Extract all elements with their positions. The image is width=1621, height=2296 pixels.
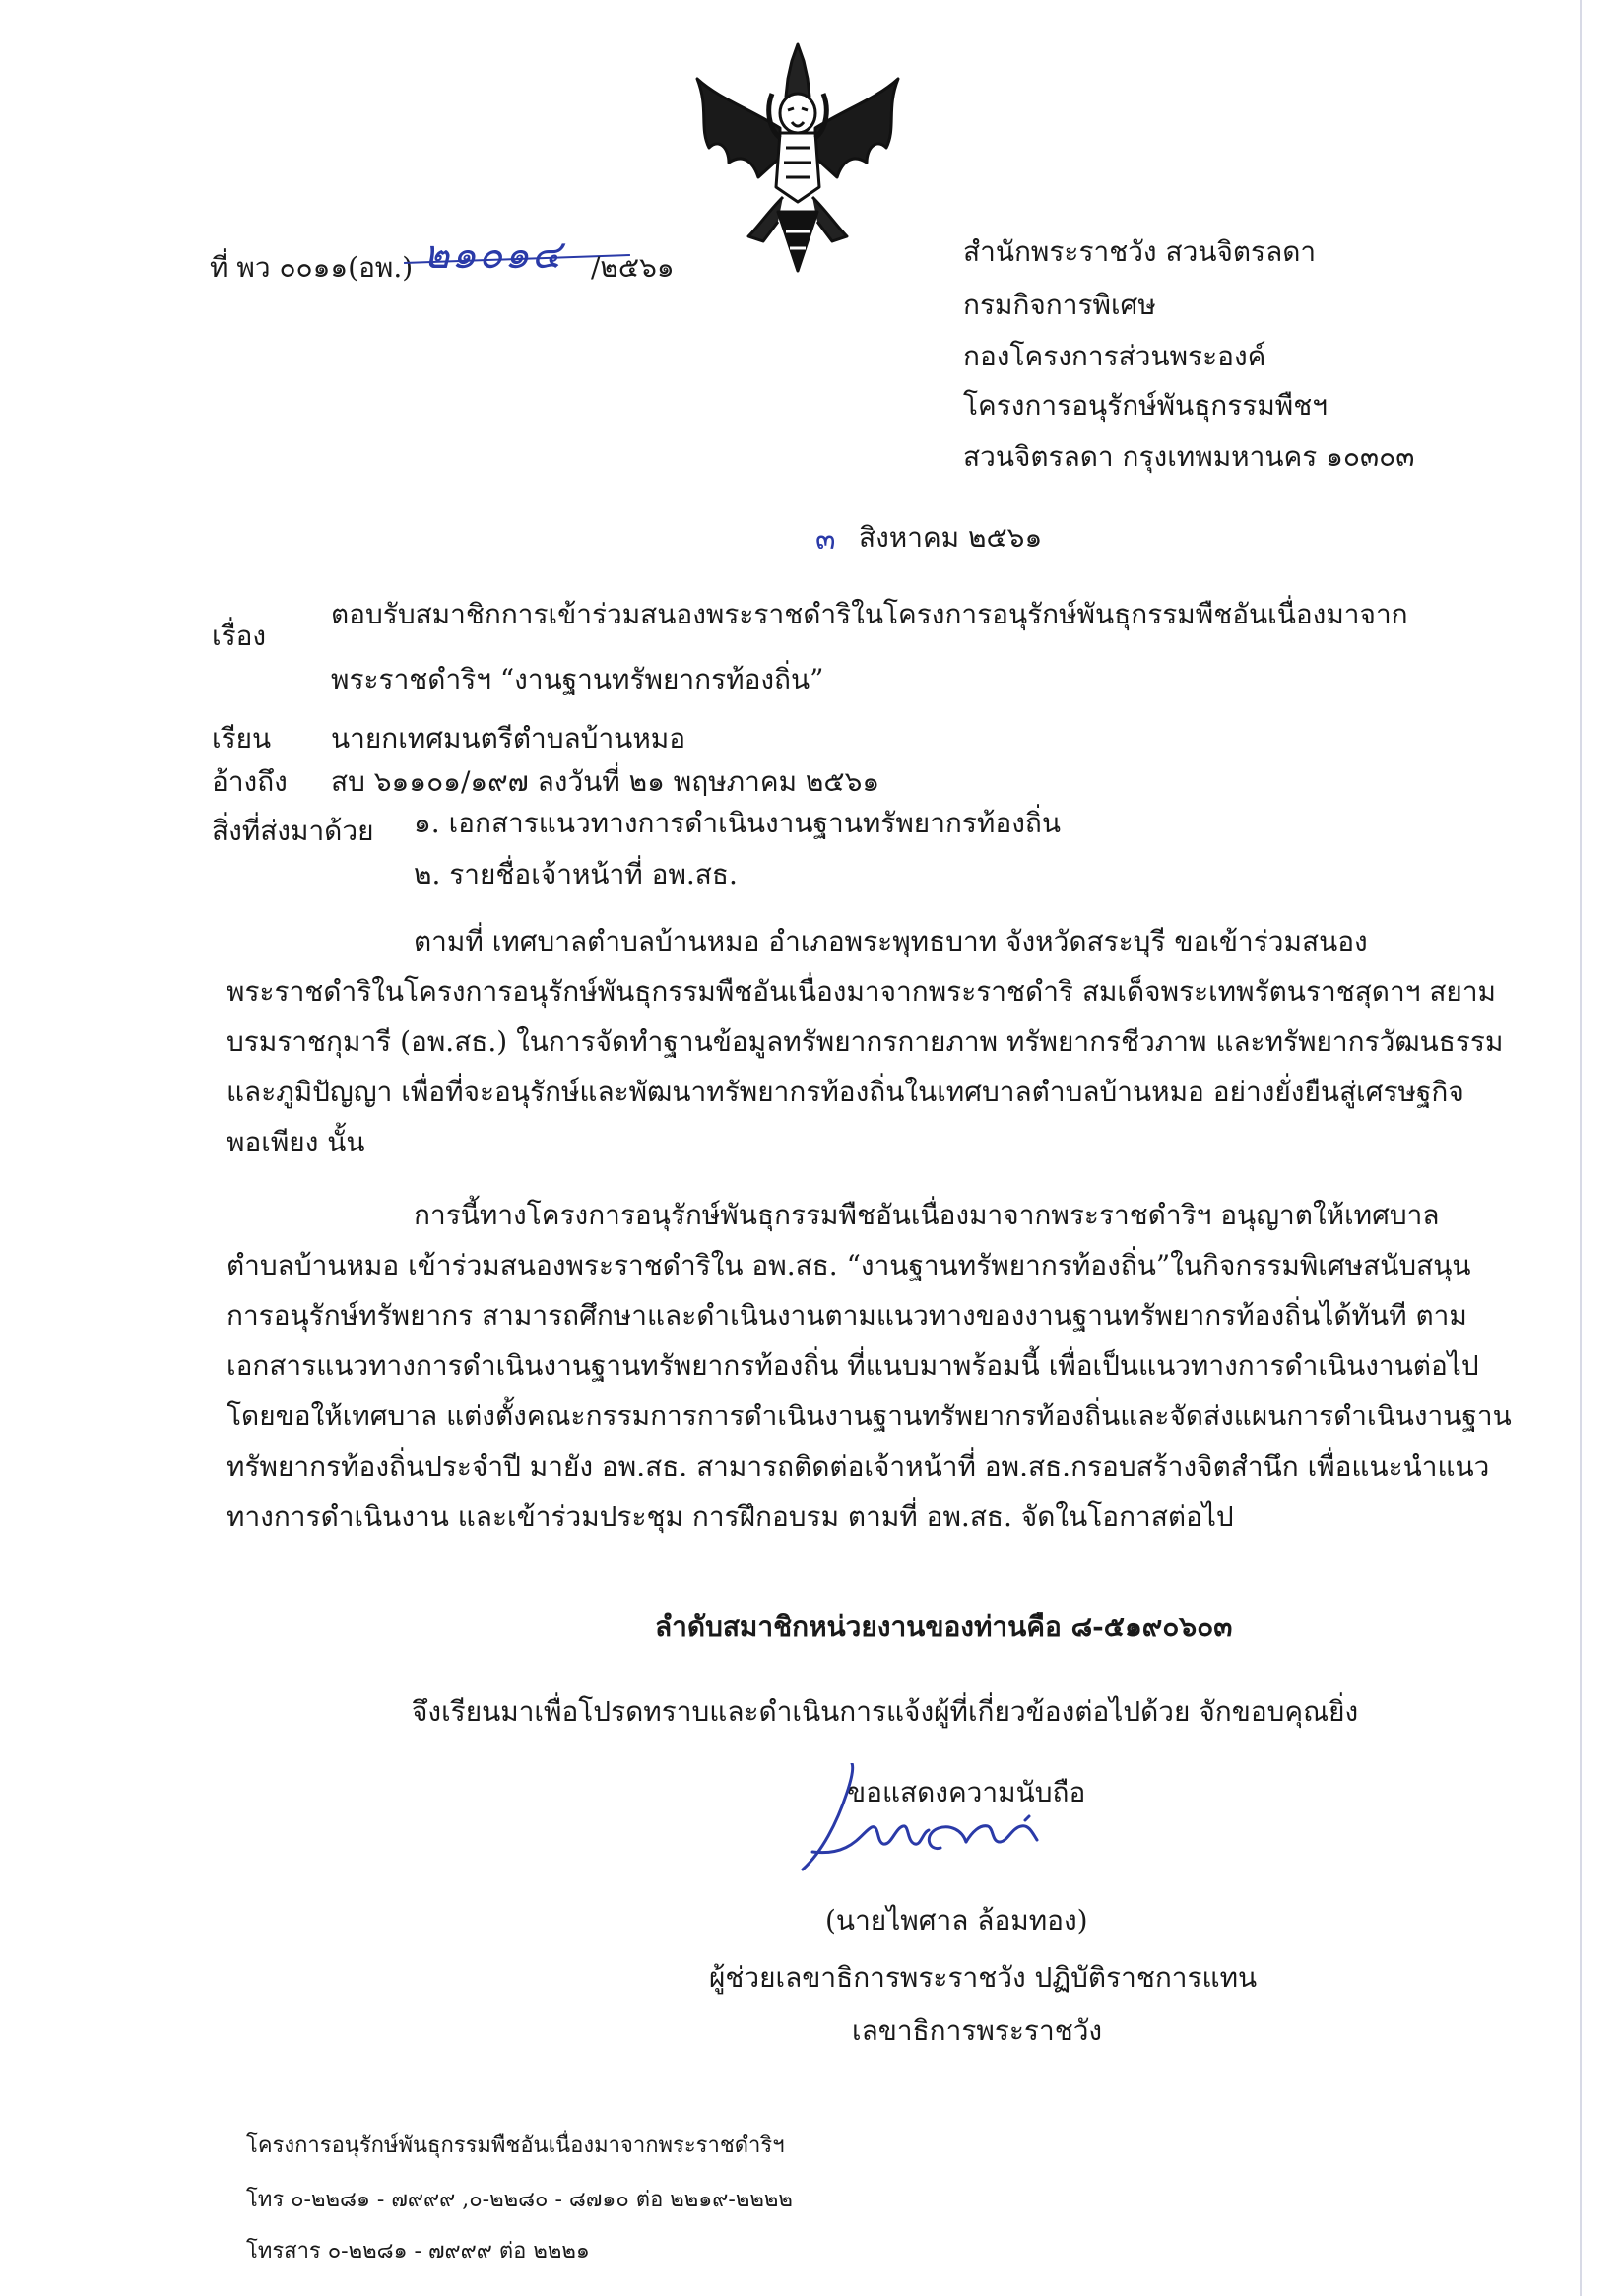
regards: ขอแสดงความนับถือ: [847, 1776, 1086, 1808]
sender-line-5: สวนจิตรลดา กรุงเทพมหานคร ๑๐๓๐๓: [963, 440, 1415, 473]
para1-line: บรมราชกุมารี (อพ.สธ.) ในการจัดทำฐานข้อมูลทรัพยากรกายภาพ ทรัพยากรชีวภาพ และทรัพยากรวัฒนธรรม: [227, 1025, 1504, 1058]
para2-line: ทางการดำเนินงาน และเข้าร่วมประชุม การฝึกอบรม ตามที่ อพ.สธ. จัดในโอกาสต่อไป: [227, 1500, 1234, 1533]
footer-org: โครงการอนุรักษ์พันธุกรรมพืชอันเนื่องมาจากพระราชดำริฯ: [246, 2133, 785, 2158]
footer-tel: โทร ๐-๒๒๘๑ - ๗๙๙๙ ,๐-๒๒๘๐ - ๘๗๑๐ ต่อ ๒๒๑๙-๒๒๒๒: [246, 2188, 793, 2212]
to-label: เรียน: [212, 722, 272, 754]
para2-line: โดยขอให้เทศบาล แต่งตั้งคณะกรรมการการดำเนินงานฐานทรัพยากรท้องถิ่นและจัดส่งแผนการดำเนินงานฐาน: [227, 1400, 1512, 1432]
reference-label: อ้างถึง: [212, 765, 288, 798]
to-value: นายกเทศมนตรีตำบลบ้านหมอ: [331, 722, 686, 754]
para2-line: การอนุรักษ์ทรัพยากร สามารถศึกษาและดำเนินงานตามแนวทางของงานฐานทรัพยากรท้องถิ่นได้ทันที ตาม: [227, 1299, 1467, 1332]
footer-fax: โทรสาร ๐-๒๒๘๑ - ๗๙๙๙ ต่อ ๒๒๒๑: [246, 2239, 590, 2263]
signatory-title-1: ผู้ช่วยเลขาธิการพระราชวัง ปฏิบัติราชการแทน: [709, 1961, 1258, 1994]
reference-value: สบ ๖๑๑๐๑/๑๙๗ ลงวันที่ ๒๑ พฤษภาคม ๒๕๖๑: [331, 765, 880, 798]
para2-line: การนี้ทางโครงการอนุรักษ์พันธุกรรมพืชอันเนื่องมาจากพระราชดำริฯ อนุญาตให้เทศบาล: [414, 1199, 1440, 1231]
enclosure-label: สิ่งที่ส่งมาด้วย: [212, 815, 374, 847]
date-day: ๓: [815, 522, 836, 557]
page-edge-line: [1580, 0, 1582, 2296]
subject-label: เรื่อง: [212, 620, 267, 652]
garuda-emblem-icon: [689, 39, 906, 276]
member-number: ลำดับสมาชิกหน่วยงานของท่านคือ ๘-๕๑๙๐๖๐๓: [655, 1610, 1233, 1643]
para1-line: และภูมิปัญญา เพื่อที่จะอนุรักษ์และพัฒนาทรัพยากรท้องถิ่นในเทศบาลตำบลบ้านหมอ อย่างยั่งยืนสู่เศรษฐกิจ: [227, 1076, 1464, 1108]
subject-line-2: พระราชดำริฯ “งานฐานทรัพยากรท้องถิ่น”: [331, 663, 824, 695]
enclosure-2: ๒. รายชื่อเจ้าหน้าที่ อพ.สธ.: [414, 858, 738, 890]
para2-line: ตำบลบ้านหมอ เข้าร่วมสนองพระราชดำริใน อพ.สธ. “งานฐานทรัพยากรท้องถิ่น”ในกิจกรรมพิเศษสนับสนุน: [227, 1249, 1471, 1281]
sender-line-1: สำนักพระราชวัง สวนจิตรลดา: [963, 235, 1317, 268]
ref-handwritten-number: ๒๑๐๑๔: [423, 232, 563, 278]
closing-sentence: จึงเรียนมาเพื่อโปรดทราบและดำเนินการแจ้งผู้ที่เกี่ยวข้องต่อไปด้วย จักขอบคุณยิ่ง: [412, 1695, 1359, 1728]
sender-line-3: กองโครงการส่วนพระองค์: [963, 340, 1266, 372]
sender-line-2: กรมกิจการพิเศษ: [963, 289, 1156, 321]
body-paragraph-2: [227, 1190, 1512, 1542]
ref-suffix: /๒๕๖๑: [591, 251, 675, 284]
para1-line: ตามที่ เทศบาลตำบลบ้านหมอ อำเภอพระพุทธบาท จังหวัดสระบุรี ขอเข้าร่วมสนอง: [414, 925, 1368, 957]
para2-line: ทรัพยากรท้องถิ่นประจำปี มายัง อพ.สธ. สามารถติดต่อเจ้าหน้าที่ อพ.สธ.กรอบสร้างจิตสำนึก เพื่อแนะนำแนว: [227, 1450, 1490, 1482]
signatory-name: (นายไพศาล ล้อมทอง): [825, 1904, 1088, 1936]
para1-line: พระราชดำริในโครงการอนุรักษ์พันธุกรรมพืชอันเนื่องมาจากพระราชดำริ สมเด็จพระเทพรัตนราชสุดาฯ สยาม: [227, 975, 1497, 1008]
para2-line: เอกสารแนวทางการดำเนินงานฐานทรัพยากรท้องถิ่น ที่แนบมาพร้อมนี้ เพื่อเป็นแนวทางการดำเนินงานต่อไป: [227, 1349, 1479, 1382]
para1-line: พอเพียง นั้น: [227, 1126, 365, 1158]
ref-prefix: ที่ พว ๐๐๑๑(อพ.): [210, 251, 414, 284]
signatory-title-2: เลขาธิการพระราชวัง: [852, 2014, 1103, 2047]
body-paragraph-1: [227, 916, 1504, 1167]
sender-line-4: โครงการอนุรักษ์พันธุกรรมพืชฯ: [963, 389, 1328, 422]
handwritten-signature-icon: [793, 1763, 1039, 1871]
enclosure-1: ๑. เอกสารแนวทางการดำเนินงานฐานทรัพยากรท้องถิ่น: [414, 807, 1061, 839]
date-month-year: สิงหาคม ๒๕๖๑: [859, 521, 1043, 554]
subject-line-1: ตอบรับสมาชิกการเข้าร่วมสนองพระราชดำริในโครงการอนุรักษ์พันธุกรรมพืชอันเนื่องมาจาก: [331, 598, 1408, 630]
